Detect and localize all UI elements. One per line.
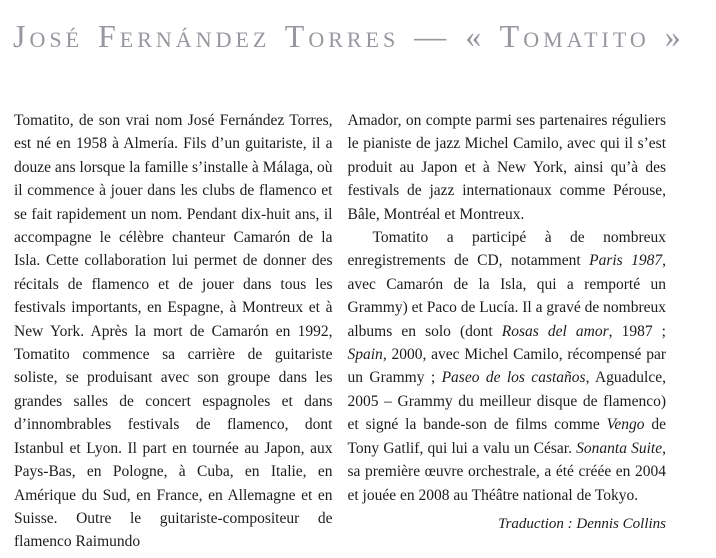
biography-paragraph-2: Tomatito a participé à de nombreux enregistrements de CD, notamment Paris 1987, avec Camarón de la Isla, qui a remporté un Grammy) et Paco de Lucía. Il a gravé de nombreux albums en solo (dont Rosas del amor, 1987 ; Spain, 2000, avec Michel Camilo, récompensé par un Grammy ; Paseo de los castaños, Aguadulce, 2005 – Grammy du meilleur disque de flamenco) et signé la bande-son de films comme Vengo de Tony Gatlif, qui lui a valu un César. Sonanta Suite, sa première œuvre orchestrale, a été créée en 2004 et jouée en 2008 au Théâtre national de Tokyo. [347,229,666,504]
two-column-layout [14,109,666,554]
translation-credit: Traduction : Dennis Collins [498,515,666,532]
column-right [348,109,667,554]
column-left [14,109,333,554]
page-title: José Fernández Torres — « Tomatito » [13,18,685,54]
biography-paragraph-1: Tomatito, de son vrai nom José Fernández Torres, est né en 1958 à Almería. Fils d’un guitariste, il a douze ans lorsque la famille s’installe à Málaga, où il commence à jouer dans les clubs de flamenco et se fait rapidement un nom. Pendant dix-huit ans, il accompagne le célèbre chanteur Camarón de la Isla. Cette collaboration lui permet de donner des récitals de flamenco et de jouer dans tous les festivals importants, en Espagne, à Montreux et à New York. Après la mort de Camarón en 1992, Tomatito commence sa carrière de guitariste soliste, se produisant avec son groupe dans les grandes salles de concert espagnoles et dans d’innombrables festivals de flamenco, dont Istanbul et Lyon. Il part en tournée au Japon, aux Pays-Bas, en Pologne, à Cuba, en Italie, en Amérique du Sud, en France, en Allemagne et en Suisse. Outre le guitariste-compositeur de flamenco Raimundo [14,112,333,551]
biography-paragraph-1-continued: Amador, on compte parmi ses partenaires réguliers le pianiste de jazz Michel Camilo, avec qui il s’est produit au Japon et à New York, ainsi qu’à des festivals de jazz internationaux comme Pérouse, Bâle, Montréal et Montreux. [347,112,666,223]
